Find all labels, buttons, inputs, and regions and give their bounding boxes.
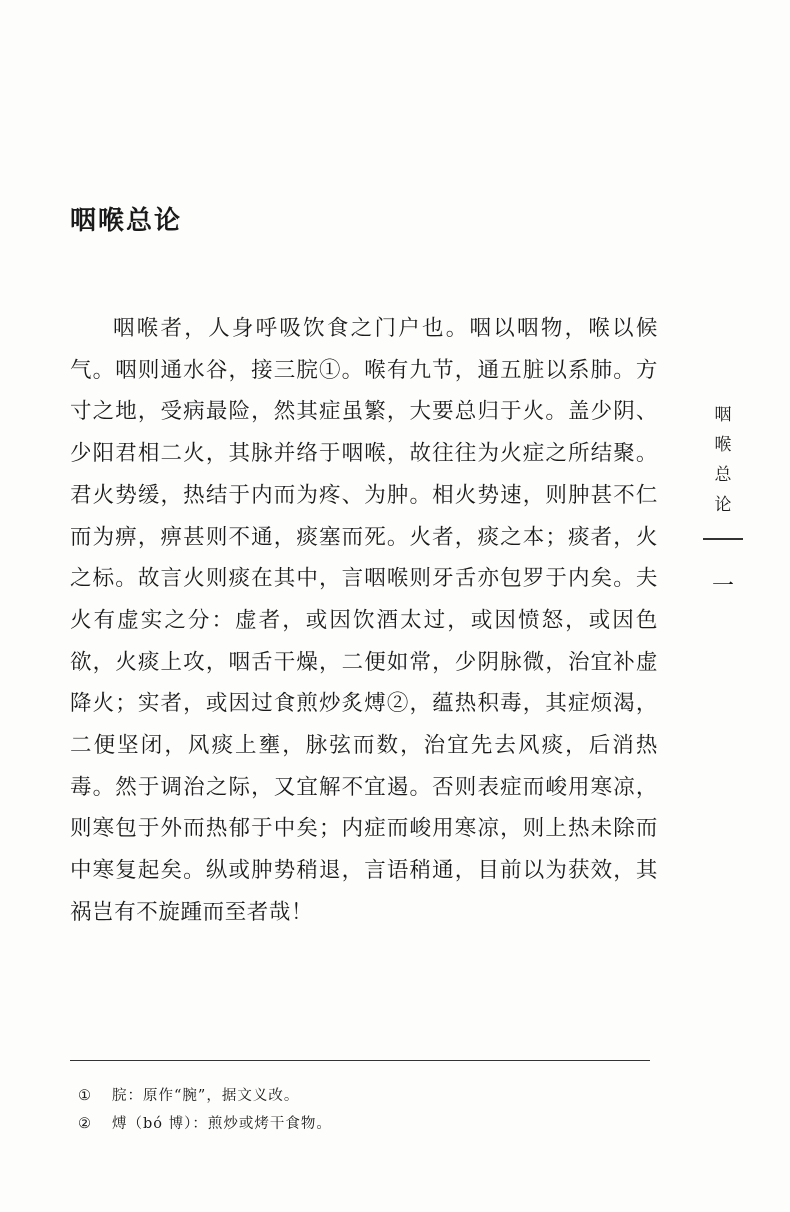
- running-header-char: 论: [714, 495, 732, 515]
- footnote-text: 煿（bó 博）：煎炒或烤干食物。: [112, 1116, 332, 1132]
- footnote-item: [78, 1082, 638, 1110]
- footnote-marker: ②: [78, 1116, 92, 1132]
- footnote-divider: [70, 1060, 650, 1061]
- running-header-char: 喉: [714, 435, 732, 455]
- running-header-rule: [703, 538, 743, 540]
- footnote-text: 脘：原作“腕”，据文义改。: [112, 1088, 300, 1104]
- running-header-char: 咽: [714, 405, 732, 425]
- running-header-vertical: [708, 400, 738, 540]
- footnotes: [78, 1082, 638, 1138]
- chapter-title: 咽喉总论: [70, 206, 183, 236]
- running-header-char: 总: [714, 465, 732, 485]
- page-number: 一: [711, 574, 734, 599]
- footnote-item: [78, 1110, 638, 1138]
- body-paragraph: 咽喉者，人身呼吸饮食之门户也。咽以咽物，喉以候气。咽则通水谷，接三脘①。喉有九节，通五脏以系肺。方寸之地，受病最险，然其症虽繁，大要总归于火。盖少阴、少阳君相二火，其脉并络于咽喉，故往往为火症之所结聚。君火势缓，热结于内而为疼、为肿。相火势速，则肿甚不仁而为痹，痹甚则不通，痰塞而死。火者，痰之本；痰者，火之标。故言火则痰在其中，言咽喉则牙舌亦包罗于内矣。夫火有虚实之分：虚者，或因饮酒太过，或因愤怒，或因色欲，火痰上攻，咽舌干燥，二便如常，少阴脉微，治宜补虚降火；实者，或因过食煎炒炙煿②，蕴热积毒，其症烦渴，二便坚闭，风痰上壅，脉弦而数，治宜先去风痰，后消热毒。然于调治之际，又宜解不宜遏。否则表症而峻用寒凉，则寒包于外而热郁于中矣；内症而峻用寒凉，则上热未除而中寒复起矣。纵或肿势稍退，言语稍通，目前以为获效，其祸岂有不旋踵而至者哉！: [70, 316, 658, 925]
- footnote-marker: ①: [78, 1088, 92, 1104]
